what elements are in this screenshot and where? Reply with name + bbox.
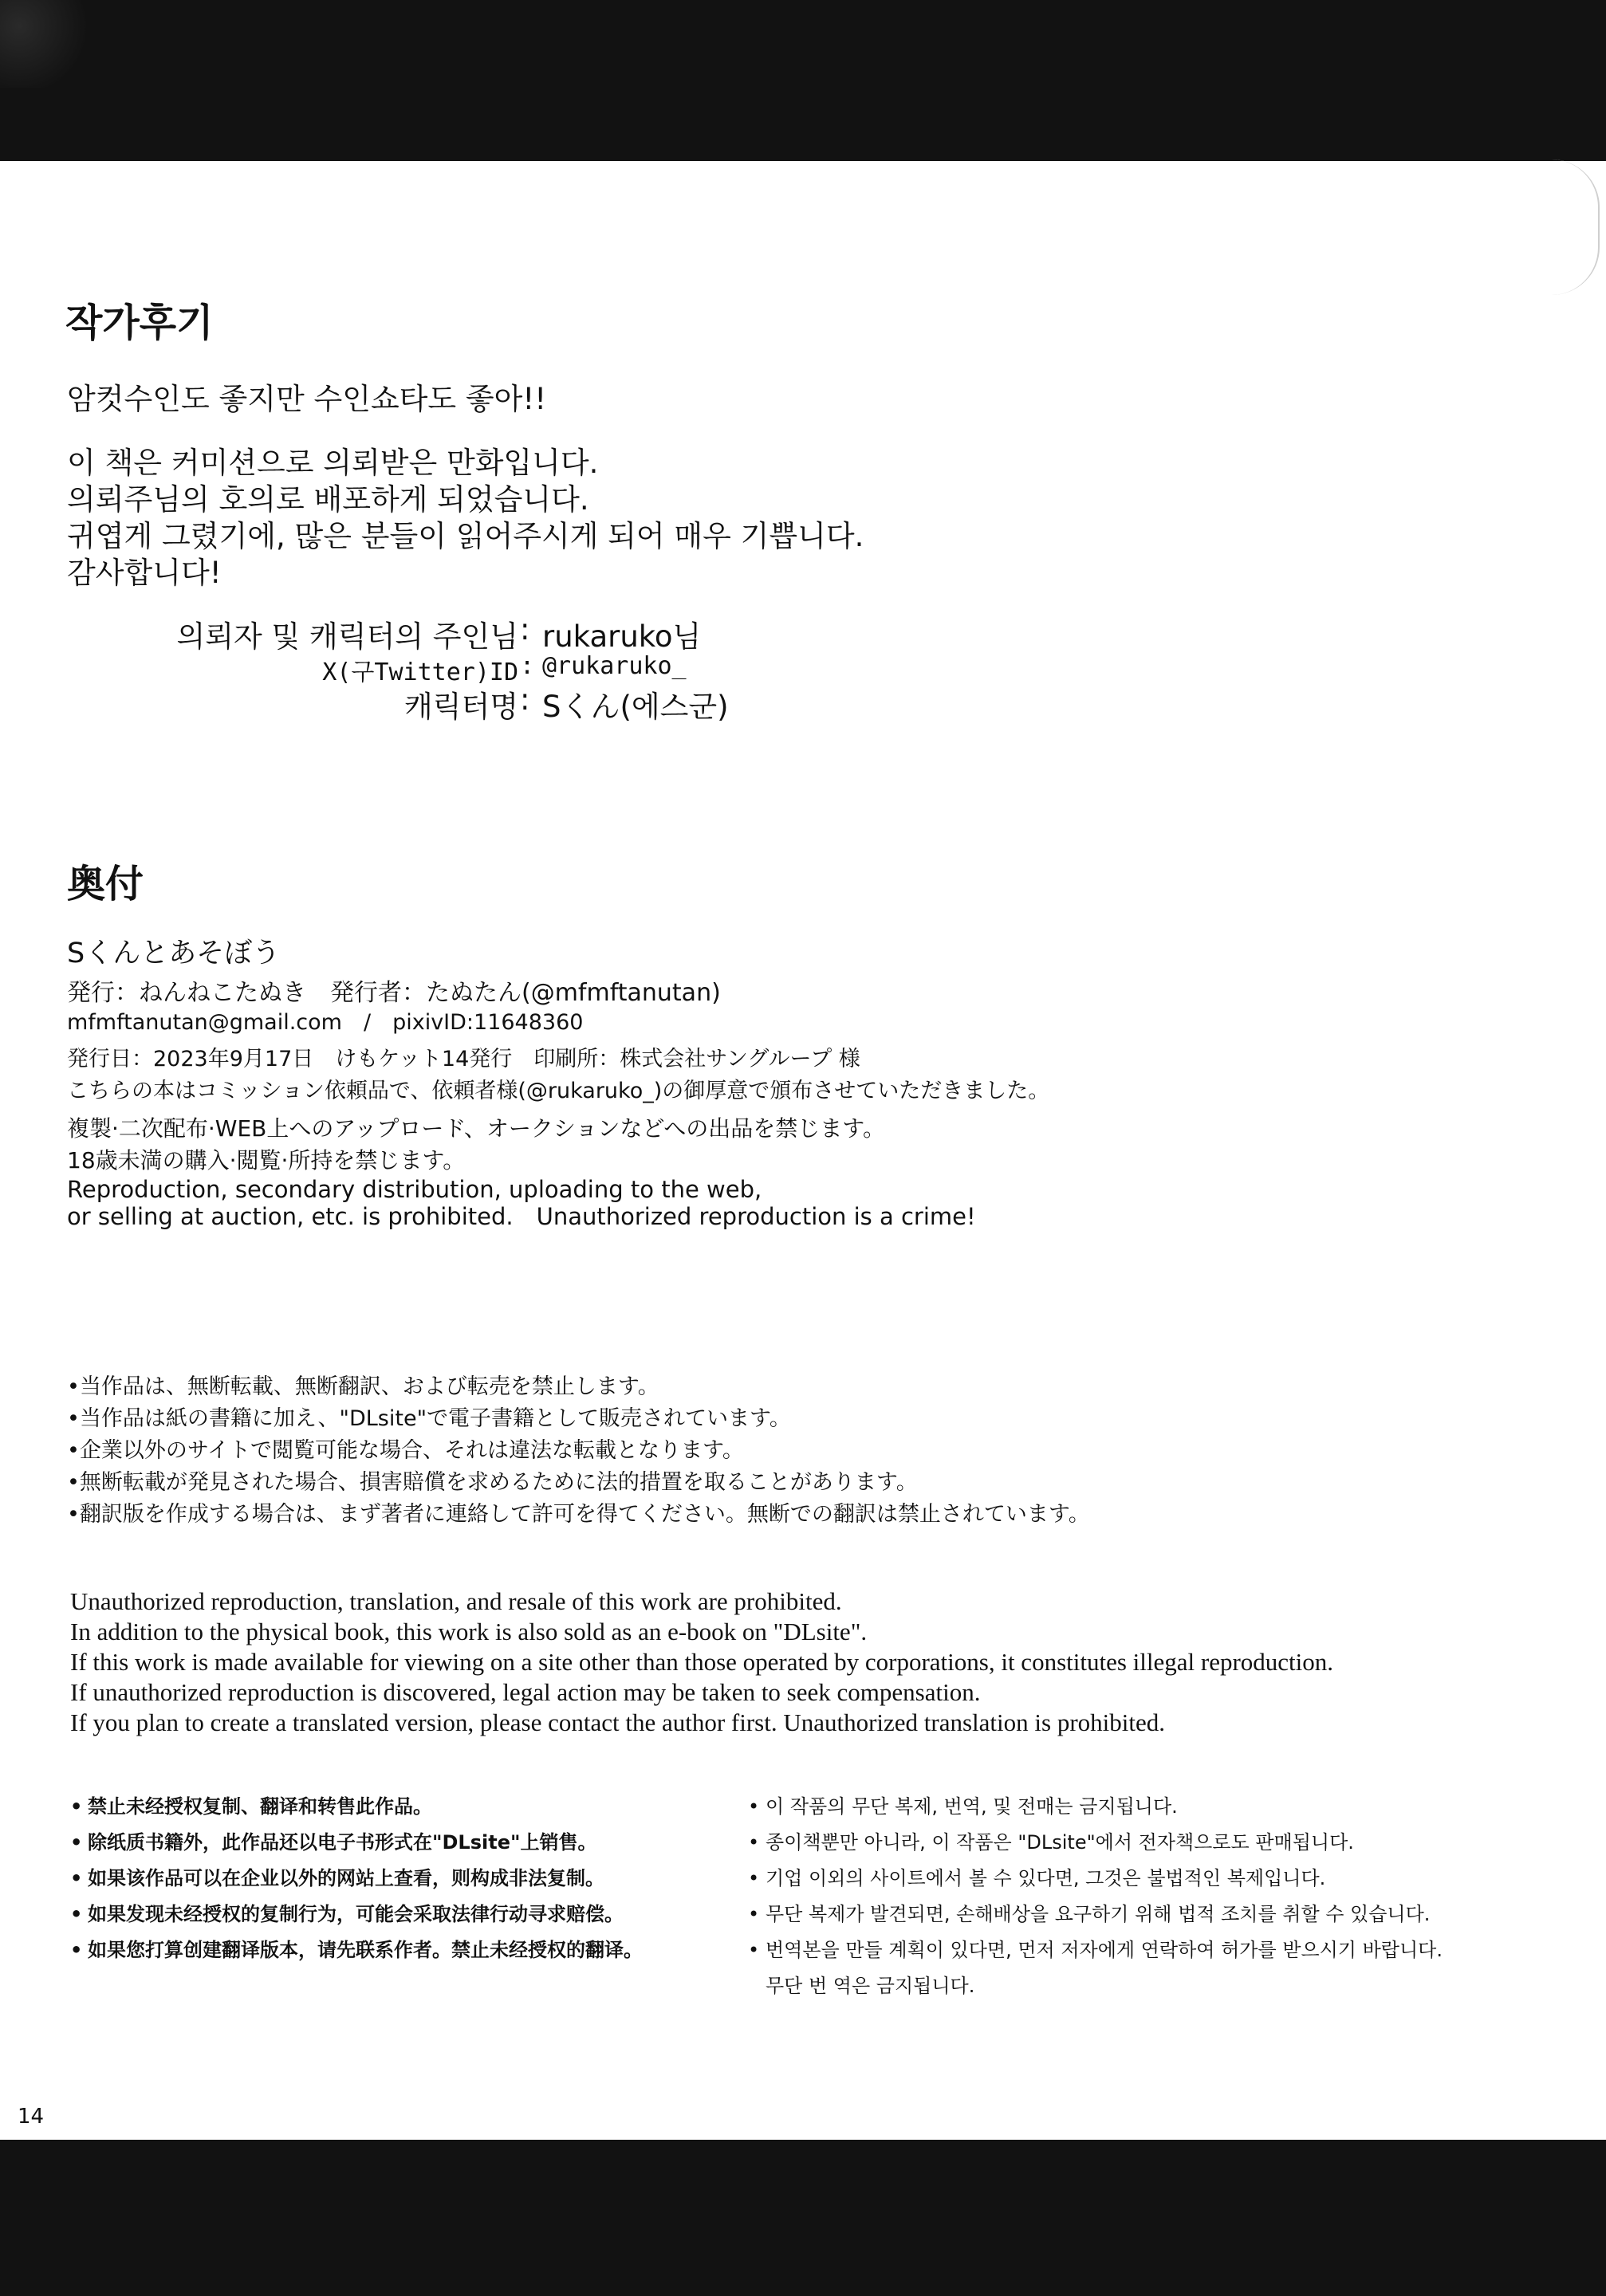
scan-artifact	[0, 0, 96, 88]
notice-jp-item: •当作品は、無断転載、無断翻訳、および転売を禁止します。	[67, 1374, 659, 1399]
notice-kr-continuation: 무단 번 역은 금지됩니다.	[766, 1975, 975, 1997]
notice-cn-item	[70, 1861, 604, 1897]
notice-kr-item	[748, 1897, 1430, 1932]
page-number: 14	[18, 2105, 45, 2129]
bullet-icon: •	[70, 1939, 83, 1961]
bullet-icon: •	[748, 1903, 760, 1925]
notice-cn-text: 禁止未经授权复制、翻译和转售此作品。	[88, 1795, 432, 1818]
book-title: Sくんとあそぼう	[67, 938, 281, 969]
afterword-line: 감사합니다!	[67, 556, 222, 590]
notice-kr-text: 무단 복제가 발견되면, 손해배상을 요구하기 위해 법적 조치를 취할 수 있습니다.	[766, 1903, 1431, 1925]
colophon-title: 奥付	[67, 862, 144, 906]
afterword-tagline: 암컷수인도 좋지만 수인쇼타도 좋아!!	[67, 382, 547, 416]
date-line: 発行日：2023年9月17日 けもケット14発行 印刷所：株式会社サングループ 様	[67, 1047, 860, 1071]
notice-kr-item	[748, 1825, 1354, 1861]
notice-cn-text: 如果发现未经授权的复制行为，可能会采取法律行动寻求赔偿。	[88, 1903, 624, 1925]
prohibit-jp-line: 18歳未満の購入·閲覧·所持を禁じます。	[67, 1147, 466, 1174]
credit-x-sep: :	[520, 652, 535, 680]
notice-kr-text: 이 작품의 무단 복제, 번역, 및 전매는 금지됩니다.	[766, 1795, 1178, 1818]
notice-cn-item	[70, 1789, 432, 1825]
publisher-line: 発行：ねんねこたぬき 発行者：たぬたん(@mfmftanutan)	[67, 979, 721, 1007]
notice-jp-item: •翻訳版を作成する場合は、まず著者に連絡して許可を得てください。無断での翻訳は禁止されています。	[67, 1502, 1090, 1527]
notice-kr-text: 번역본을 만들 계획이 있다면, 먼저 저자에게 연락하여 허가를 받으시기 바랍니다.	[766, 1939, 1443, 1961]
prohibit-en-line: Reproduction, secondary distribution, uploading to the web,	[67, 1176, 762, 1203]
bullet-icon: •	[748, 1939, 760, 1961]
credit-character-sep: :	[520, 682, 530, 717]
notice-en-item: Unauthorized reproduction, translation, and resale of this work are prohibited.	[70, 1587, 842, 1615]
notice-cn-text: 如果您打算创建翻译版本，请先联系作者。禁止未经授权的翻译。	[88, 1939, 643, 1961]
bullet-icon: •	[70, 1831, 83, 1854]
afterword-title: 작가후기	[65, 301, 214, 345]
afterword-line: 이 책은 커미션으로 의뢰받은 만화입니다.	[67, 446, 599, 480]
credit-character-value: Sくん(에스군)	[542, 690, 729, 724]
credit-owner-sep: :	[520, 612, 530, 647]
notice-kr-text: 기업 이외의 사이트에서 볼 수 있다면, 그것은 불법적인 복제입니다.	[766, 1867, 1326, 1889]
bullet-icon: •	[748, 1867, 760, 1889]
notice-kr-text: 종이책뿐만 아니라, 이 작품은 "DLsite"에서 전자책으로도 판매됩니다.	[766, 1831, 1354, 1854]
bullet-icon: •	[748, 1831, 760, 1854]
notice-en-item: If unauthorized reproduction is discovered, legal action may be taken to seek compensation.	[70, 1678, 981, 1706]
notice-jp-item: •無断転載が発見された場合、損害賠償を求めるために法的措置を取ることがあります。	[67, 1470, 918, 1495]
commission-line: こちらの本はコミッション依頼品で、依頼者様(@rukaruko_)の御厚意で頒布させていただきました。	[67, 1079, 1050, 1103]
page-curve-line	[1542, 159, 1600, 295]
contact-line: mfmftanutan@gmail.com / pixivID:11648360	[67, 1010, 584, 1035]
prohibit-jp-line: 複製·二次配布·WEB上へのアップロード、オークションなどへの出品を禁じます。	[67, 1115, 885, 1142]
bullet-icon: •	[70, 1867, 83, 1889]
bullet-icon: •	[748, 1795, 760, 1818]
notice-en-item: If you plan to create a translated version, please contact the author first. Unauthorized translation is prohibited.	[70, 1708, 1166, 1736]
credit-x-value: @rukaruko_	[542, 652, 687, 680]
notice-kr-item	[748, 1932, 1443, 1968]
credit-x-label: X(구Twitter)ID	[322, 659, 518, 686]
credit-owner-label: 의뢰자 및 캐릭터의 주인님	[176, 619, 518, 654]
notice-kr-item	[748, 1789, 1178, 1825]
notice-cn-text: 如果该作品可以在企业以外的网站上查看，则构成非法复制。	[88, 1867, 604, 1889]
afterword-line: 귀엽게 그렸기에, 많은 분들이 읽어주시게 되어 매우 기쁩니다.	[67, 519, 864, 553]
credit-character-label: 캐릭터명	[404, 690, 518, 724]
credit-owner-value: rukaruko님	[542, 619, 702, 654]
notice-en-item: In addition to the physical book, this work is also sold as an e-book on "DLsite".	[70, 1618, 868, 1645]
notice-kr-item	[748, 1861, 1325, 1897]
top-black-border	[0, 0, 1606, 161]
notice-cn-item	[70, 1825, 596, 1861]
prohibit-en-line: or selling at auction, etc. is prohibited. Unauthorized reproduction is a crime!	[67, 1203, 976, 1230]
notice-cn-text: 除纸质书籍外，此作品还以电子书形式在"DLsite"上销售。	[88, 1831, 597, 1854]
notice-jp-item: •当作品は紙の書籍に加え、"DLsite"で電子書籍として販売されています。	[67, 1406, 791, 1431]
notice-en-item: If this work is made available for viewing on a site other than those operated by corporations, it constitutes illegal reproduction.	[70, 1648, 1334, 1676]
notice-cn-item	[70, 1897, 624, 1932]
afterword-line: 의뢰주님의 호의로 배포하게 되었습니다.	[67, 482, 589, 517]
notice-cn-item	[70, 1932, 643, 1968]
notice-jp-item: •企業以外のサイトで閲覧可能な場合、それは違法な転載となります。	[67, 1438, 744, 1463]
bullet-icon: •	[70, 1903, 83, 1925]
bullet-icon: •	[70, 1795, 83, 1818]
bottom-black-border	[0, 2140, 1606, 2296]
